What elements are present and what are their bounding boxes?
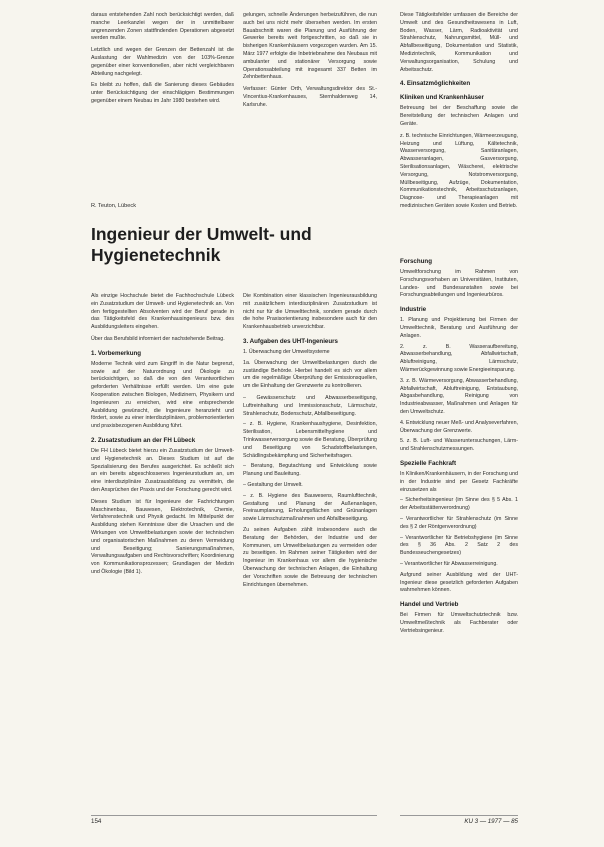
list-item: 1. Planung und Projektierung bei Firmen der Umwelttechnik, Beratung und Ausführung der Anlagen.: [400, 317, 518, 339]
list-item: – Verantwortlicher für Abwasserreinigung.: [400, 560, 498, 567]
lead-paragraph: Über das Berufsbild informiert der nachstehende Beitrag.: [91, 335, 225, 342]
section-heading: Forschung: [400, 258, 432, 265]
list-item: 2. z. B. Wasseraufbereitung, Abwasserbehandlung, Abfallwirtschaft, Abluftreinigung, Lärmschutz, Wärmerückgewinnung sowie Energieeinsparung.: [400, 343, 518, 373]
paragraph: Umweltforschung im Rahmen von Forschungsvorhaben an Universitäten, Instituten, Landes- und Bundesanstalten sowie bei Forschungsabteilungen und Ingenieurbüros.: [400, 269, 518, 299]
paragraph: Dieses Studium ist für Ingenieure der Fachrichtungen Maschinenbau, Bauwesen, Elektrotechnik, Chemie, Verfahrenstechnik und Physik gedacht. Im Mittelpunkt der Ausbildung stehen Kenntnisse über die Ursachen und die Wirkungen von Umweltbelastungen sowie der technischen und organisatorischen Maßnahmen zu deren Vermeidung und Beseitigung; Sanierungsmaßnahmen, Verwaltungsaufgaben und Rechtsvorschriften; Koordinierung von Kommunikationsprozessen; Grundlagen der Medizin und Ökologie (Bild 1).: [91, 498, 234, 575]
top-middle-column: [243, 12, 377, 114]
paragraph: Betreuung bei der Beschaffung sowie die Bereitstellung der technischen Anlagen und Geräte.: [400, 105, 518, 127]
list-item: – Beratung, Begutachtung und Entwicklung sowie Planung und Bauleitung.: [243, 463, 377, 478]
article-author: R. Teuton, Lübeck: [91, 203, 136, 209]
paragraph: Zu seinen Aufgaben zählt insbesondere auch die Beratung der Behörden, der Industrie und der Kommunen, um Umweltbelastungen zu vermeiden oder zu beseitigen. Im Rahmen seiner Tätigkeiten wird der Ingenieur im Krankenhaus vor allem die hygienische Überwachung der technischen Anlagen, die Einhaltung der Vorschriften sowie die Betreuung der technischen Einrichtungen übernehmen.: [243, 526, 377, 588]
list-item: – Verantwortlicher für Strahlenschutz (im Sinne des § 2 der Röntgenverordnung): [400, 515, 518, 530]
article-column-2: [243, 293, 377, 593]
page-number: 154: [91, 818, 102, 825]
paragraph: Moderne Technik wird zum Eingriff in die Natur begrenzt, sowie auf der Naturordnung und Ökologie zu berücksichtigen, so daß die von den Verantwortlichen geforderten Verhältnisse erfüllt werden. Um eine gute Kooperation zwischen Biologen, Medizinern, Physikern und Ingenieuren zu erreichen, wird eine entsprechende Ausbildung gewünscht, die Ingenieure heranzieht und fördert, sowie zu einer interdisziplinären, problemorientierten und praxisbezogenen Ausbildung führt.: [91, 360, 234, 430]
footer-rule-right: [400, 815, 518, 816]
lead-paragraph: Als einzige Hochschule bietet die Fachhochschule Lübeck ein Zusatzstudium der Umwelt- und Hygienetechnik an. Von den fertiggestellten Absolventen wird der Beruf gerade in das Tätigkeitsfeld des Krankenhausingenieurs bzw. des Ausbildungsleiters eingehen.: [91, 293, 234, 331]
article-column-3: [400, 258, 518, 639]
section-heading: 1. Vorbemerkung: [91, 349, 142, 357]
list-item: 5. z. B. Luft- und Wasseruntersuchungen, Lärm- und Strahlenschutzmessungen.: [400, 438, 518, 453]
list-item: – z. B. Hygiene, Krankenhaushygiene, Desinfektion, Sterilisation, Lebensmittelhygiene und Trinkwasserversorgung sowie die Beratung, Überprüfung und Beseitigung von Schadstoffbelastungen, Schädlingsbekämpfung und Sicherheitsfragen.: [243, 421, 377, 459]
list-item: 3. z. B. Wärmeversorgung, Abwasserbehandlung, Abfallwirtschaft, Abluftreinigung, Entstaubung, Abgasbehandlung, Reinigung von Industrieabwasser, Maßnahmen und Anlagen für den Umweltschutz.: [400, 377, 518, 415]
author-note: Verfasser: Günter Orth, Verwaltungsdirektor des St.-Vincentius-Krankenhauses, Sternhaldenweg 14, Karlsruhe.: [243, 86, 377, 108]
paragraph: 1a. Überwachung der Umweltbelastungen durch die zuständige Behörde. Hierbei handelt es sich vor allem um die regelmäßige Überprüfung der Emissionsquellen, um die Einhaltung der Grenzwerte zu kontrollieren.: [243, 359, 377, 390]
top-left-column: [91, 12, 234, 110]
section-heading: 2. Zusatzstudium an der FH Lübeck: [91, 436, 196, 444]
footer-rule-left: [91, 815, 377, 816]
paragraph: Es bleibt zu hoffen, daß die Sanierung dieses Gebäudes unter Berücksichtigung der einschlägigen Bestimmungen gegenüber einem Neubau im Jahr 1980 bestehen wird.: [91, 82, 234, 104]
section-heading: Spezielle Fachkraft: [400, 459, 457, 467]
paragraph: Letztlich und wegen der Grenzen der Bettenzahl ist die Auslastung der Wahlmedizin von der 103%-Grenze gegenüber einer konventionellen, aber nicht vergleichbaren Abteilung nachgelegt.: [91, 47, 234, 77]
list-item: 4. Entwicklung neuer Meß- und Analyseverfahren, Überwachung der Grenzwerte.: [400, 419, 518, 434]
top-right-column: [400, 12, 518, 215]
list-item: – Verantwortlicher für Betriebshygiene (im Sinne des § 36 Abs. 2 Satz 2 des Bundesseuchengesetzes): [400, 534, 518, 557]
paragraph: z. B. technische Einrichtungen, Wärmeerzeugung, Heizung und Lüftung, Kältetechnik, Wasserversorgung, Sanitäranlagen, Abwasseranlagen, Gasversorgung, Sterilisationsanlagen, Wäscherei, elektrische Versorgung, Notstromversorgung, Müllbeseitigung, Aufzüge, Dokumentation, Kommunikationstechnik, Arbeitsschutzanlagen, Diagnose- und Therapieanlagen mit medizinischen Geräten sowie Kosten und Betrieb.: [400, 132, 518, 209]
section-heading: 3. Aufgaben des UHT-Ingenieurs: [243, 337, 339, 345]
list-item: – Sicherheitsingenieur (im Sinne des § 5 Abs. 1 der Arbeitsstättenverordnung): [400, 497, 518, 512]
list-item: In Kliniken/Krankenhäusern, in der Forschung und in der Industrie sind per Gesetz Fachkräfte einzusetzen als: [400, 470, 518, 493]
article-title: Ingenieur der Umwelt- und Hygienetechnik: [91, 224, 312, 265]
article-column-1: [91, 293, 234, 581]
list-item: – Gestaltung der Umwelt.: [243, 481, 303, 488]
list-item: – z. B. Hygiene des Bauwesens, Raumlufttechnik, Gestaltung und Planung der Außenanlagen, Freiraumplanung, Erholungsflächen und Grünanlagen sowie Lärmschutzmaßnahmen und Abfallbeseitigung.: [243, 492, 377, 523]
list-item: 1. Überwachung der Umweltsysteme: [243, 348, 330, 355]
list-item: – Gewässerschutz und Abwasserbeseitigung, Luftreinhaltung und Immissionsschutz, Lärmschutz, Strahlenschutz, Bodenschutz, Abfallbeseitigung.: [243, 394, 377, 417]
paragraph: Diese Tätigkeitsfelder umfassen die Bereiche der Umwelt und des Gesundheitswesens in Luft, Boden, Wasser, Lärm, Radioaktivität und Strahlenschutz, Nahrungsmittel, Müll- und Abfallbeseitigung, Dokumentation und Statistik, Medizintechnik, Kommunikation und Verwaltungsorganisation, Schulung und Arbeitsschutz.: [400, 12, 518, 73]
paragraph: Aufgrund seiner Ausbildung wird der UHT-Ingenieur diese gesetzlich geforderten Aufgaben wahrnehmen können.: [400, 571, 518, 594]
issue-label: KU 3 — 1977 — 85: [464, 818, 518, 825]
paragraph: gelungen, schnelle Änderungen herbeizuführen, die nun auch bei uns nicht mehr übersehen werden. Im ersten Bauabschnitt waren die Planung und Ausführung der Gewerke bereits weit fortgeschritten, so daß sie in bisherigen Krankenhäusern vorgezogen wurden. Am 15. März 1977 erfolgte die Inbetriebnahme des Neubaus mit ambulanter und stationärer Versorgung sowie Operationsabteilung mit insgesamt 337 Betten im Zehnbettenhaus.: [243, 12, 377, 81]
sub-heading: Kliniken und Krankenhäuser: [400, 94, 484, 102]
section-heading: 4. Einsatzmöglichkeiten: [400, 80, 471, 88]
paragraph: Die FH Lübeck bietet hierzu ein Zusatzstudium der Umwelt- und Hygienetechnik an. Dieses Studium ist auf die Spezialisierung des Berufes ausgerichtet. Es schließt sich an ein bereits abgeschlossenes Ingenieurstudium an, um eine interdisziplinäre Zusatzausbildung zu vermitteln, die den Ansprüchen der Praxis und der Forschung gerecht wird.: [91, 447, 234, 493]
paragraph: daraus entstehenden Zahl noch berücksichtigt werden, daß manche Leerkanzlei wegen der in unmittelbarer angrenzenden Zonen stattfindenden Operationen abgesetzt werden mußte.: [91, 12, 234, 42]
paragraph: Bei Firmen für Umweltschutztechnik bzw. Umweltmeßtechnik als Fachberater oder Vertriebsingenieur.: [400, 612, 518, 634]
paragraph: Die Kombination einer klassischen Ingenieurausbildung mit zusätzlichem interdisziplinären Zusatzstudium ist nicht nur für die Umwelttechnik, sondern gerade durch die hohe Praxisorientierung insbesondere auch für den Krankenhausbetrieb unverzichtbar.: [243, 293, 377, 331]
section-heading: Handel und Vertrieb: [400, 601, 459, 609]
section-heading: Industrie: [400, 306, 427, 314]
